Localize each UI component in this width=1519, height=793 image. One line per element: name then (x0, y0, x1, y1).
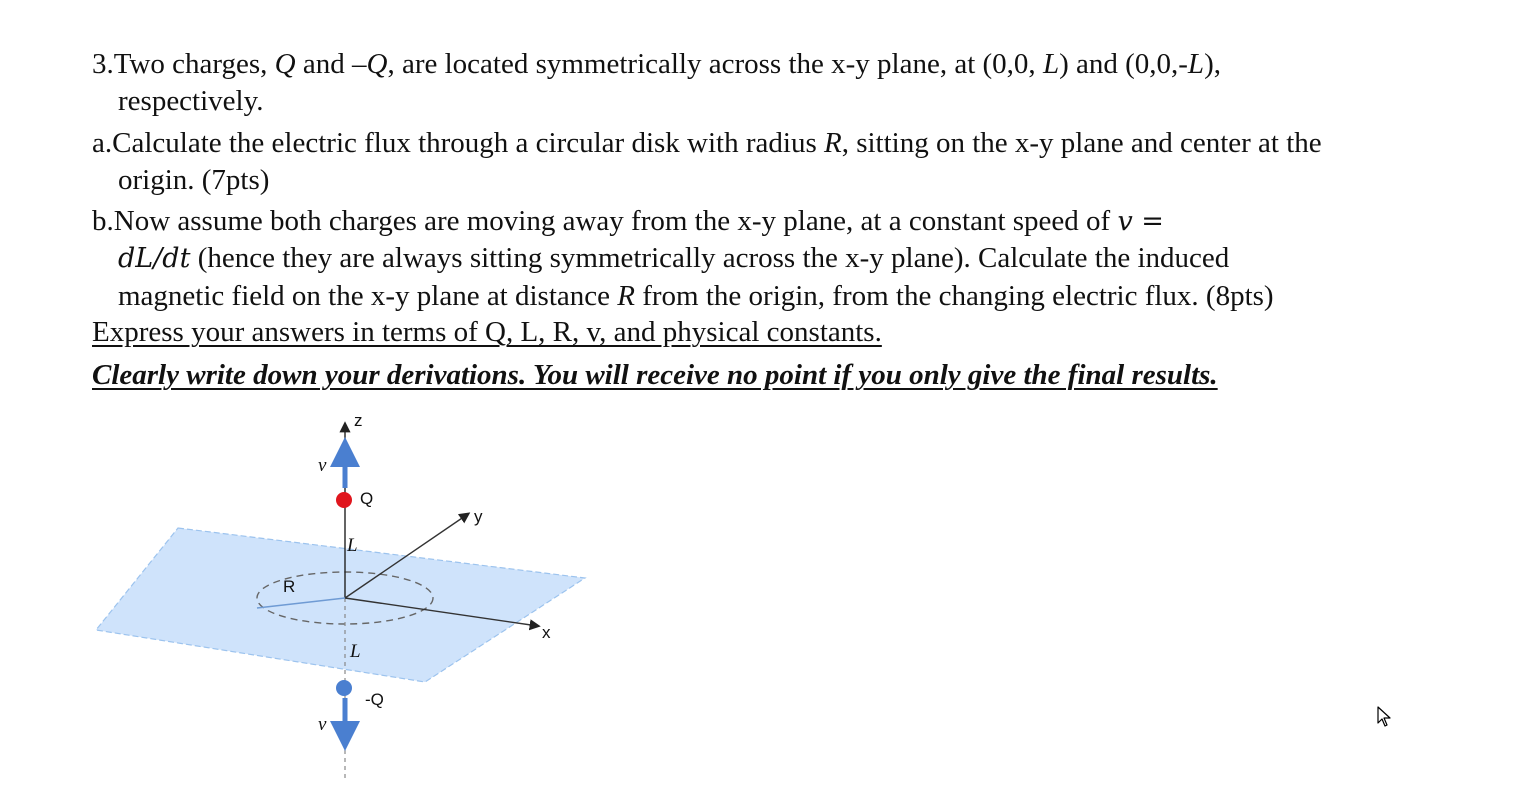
mouse-pointer-icon (1377, 706, 1393, 728)
y-axis-label: y (474, 507, 483, 526)
velocity-v-top-label: v (318, 455, 327, 476)
charge-q-label: Q (360, 489, 374, 508)
part-b-line-1: b.Now assume both charges are moving away from the x-y plane, at a constant speed of v = (92, 205, 1164, 237)
charge-neg-q-label: -Q (365, 690, 384, 709)
x-axis-label: x (542, 623, 551, 642)
derivation-instruction: Clearly write down your derivations. You will receive no point if you only give the final results. (92, 359, 1218, 391)
negative-charge (336, 680, 352, 696)
part-b-line-2: dL/dt (hence they are always sitting symmetrically across the x-y plane). Calculate the induced (118, 242, 1230, 274)
problem-line-2: respectively. (118, 85, 264, 117)
z-axis-label: z (354, 411, 363, 430)
part-b-line-3: magnetic field on the x-y plane at distance R from the origin, from the changing electric flux. (8pts) (118, 280, 1274, 312)
problem-number: 3. (92, 48, 114, 80)
part-a-line-2: origin. (7pts) (118, 164, 270, 196)
express-instruction: Express your answers in terms of Q, L, R, v, and physical constants. (92, 316, 882, 348)
velocity-v-bottom-label: v (318, 714, 327, 735)
radius-r-label: R (283, 577, 296, 596)
charge-diagram (80, 400, 600, 785)
part-a-label: a. (92, 127, 113, 159)
distance-l-upper-label: L (347, 535, 358, 556)
part-b-label: b. (92, 205, 114, 237)
problem-line-1: 3.Two charges, Q and –Q, are located symmetrically across the x-y plane, at (0,0, L) and (0,0,-L), (92, 48, 1221, 80)
xy-plane (96, 528, 585, 682)
distance-l-lower-label: L (350, 641, 361, 662)
positive-charge (336, 492, 352, 508)
part-a-line-1: a.Calculate the electric flux through a circular disk with radius R, sitting on the x-y plane and center at the (92, 127, 1322, 159)
